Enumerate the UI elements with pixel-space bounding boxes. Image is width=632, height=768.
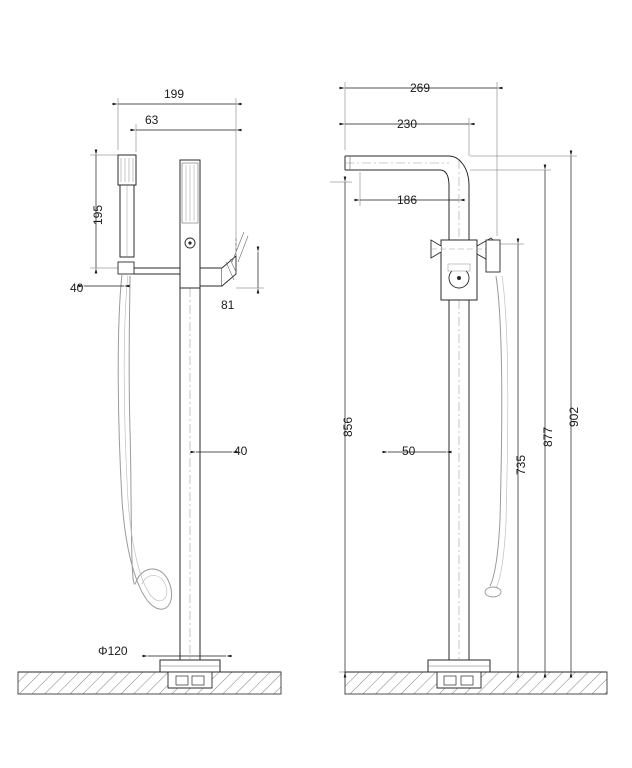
shower-hose-right bbox=[485, 276, 508, 597]
dim-63-label: 63 bbox=[145, 113, 159, 127]
spout-right-view bbox=[345, 156, 469, 186]
dim-199-label: 199 bbox=[164, 87, 185, 101]
dim-186-label: 186 bbox=[397, 193, 418, 207]
base-plate-left bbox=[160, 660, 220, 688]
dim-269-label: 269 bbox=[410, 81, 431, 95]
hand-shower-left bbox=[118, 155, 136, 257]
column-right bbox=[449, 300, 469, 660]
floor-hatch-left bbox=[18, 672, 281, 694]
shower-hose-left bbox=[118, 274, 171, 609]
mixer-handle-right bbox=[431, 238, 500, 300]
spout-left-view bbox=[200, 232, 248, 286]
dimension-lines-left bbox=[84, 98, 264, 656]
dim-40-column-label: 40 bbox=[234, 444, 248, 458]
handset-holder-left bbox=[118, 262, 180, 274]
dim-diameter-120-label: Φ120 bbox=[98, 644, 128, 658]
dim-877-label: 877 bbox=[541, 426, 555, 447]
column-left bbox=[180, 288, 200, 660]
dim-902-label: 902 bbox=[567, 406, 581, 427]
dim-735-label: 735 bbox=[514, 454, 528, 475]
dim-195-label: 195 bbox=[91, 204, 105, 225]
dim-230-label: 230 bbox=[397, 117, 418, 131]
dim-856-label: 856 bbox=[341, 416, 355, 437]
dim-50-label: 50 bbox=[402, 444, 416, 458]
side-view-geometry bbox=[18, 155, 281, 694]
dim-40-spout-label: 40 bbox=[70, 281, 84, 295]
dim-81-label: 81 bbox=[221, 298, 235, 312]
base-plate-right bbox=[428, 660, 490, 688]
valve-body-left bbox=[180, 160, 200, 288]
